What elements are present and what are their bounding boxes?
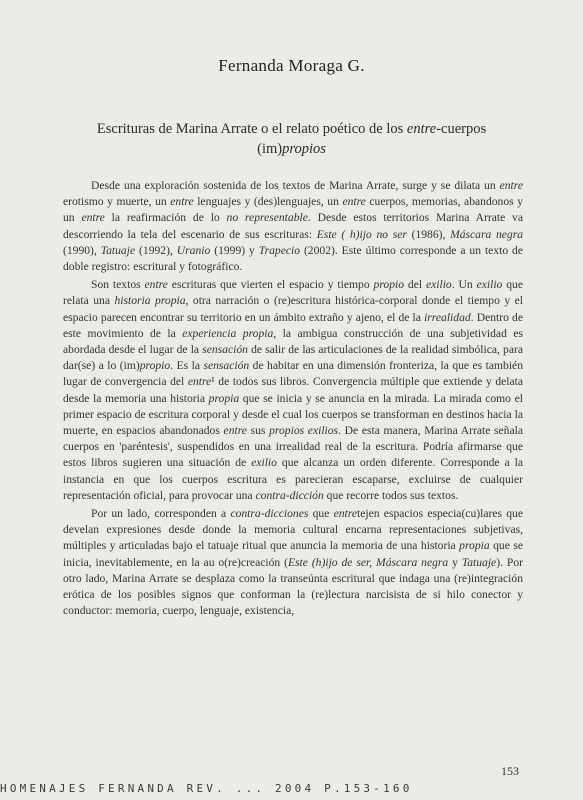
page-number: 153 [501, 764, 519, 778]
text-run: ¹ de todos sus libros. Convergencia múltiple que extiende y delata desde la memoria una historia [63, 375, 524, 405]
emphasized-text: Máscara negra [450, 227, 524, 241]
text-run: que se inicia, inevitablemente, en la au o(re)creación ( [63, 539, 523, 569]
text-run: y [448, 555, 462, 569]
text-run: que alcanza un orden diferente. Corresponde a la instancia en que los cuerpos escritura es parecieran escaparse, excluirse de cualquier representación oficial, para provocar una [63, 456, 524, 502]
emphasized-text: experiencia propia [182, 326, 274, 340]
text-run: escrituras que vierten el espacio y tiempo [167, 278, 374, 292]
text-run: cuerpos, memorias, abandonos y un [63, 195, 523, 225]
author-name: Fernanda Moraga G. [218, 56, 365, 75]
emphasized-text: propios exilios [269, 424, 339, 438]
emphasized-text: exilio [425, 278, 452, 292]
emphasized-text: exilio [251, 456, 277, 470]
emphasized-text: sensación [203, 359, 250, 373]
emphasized-text: historia propia [114, 294, 186, 308]
emphasized-text: Trapecio [258, 243, 301, 257]
text-run: lenguajes y (des)lenguajes, un [193, 195, 343, 209]
text-run: Desde una exploración sostenida de los textos de Marina Arrate, surge y se dilata un [91, 179, 500, 192]
text-run: que recorre todos sus textos. [323, 488, 459, 502]
emphasized-text: propia [208, 391, 240, 405]
emphasized-text: entre [342, 195, 366, 209]
emphasized-text: contra-dicciones [230, 507, 309, 521]
text-run: , otra narración o (re)escritura histórica-corporal donde el tiempo y el espacio parecen encontrar su territorio en un ámbito extraño y ajeno, el de la [63, 294, 524, 324]
text-run: la reafirmación de lo [104, 211, 227, 225]
text-run: de salir de las articulaciones de la realidad simbólica, para dar(se) a lo (im) [63, 343, 523, 373]
text-run: (1986), [406, 227, 451, 241]
text-run: que relata una [63, 278, 523, 308]
title-line2-emphasis: propios [282, 141, 326, 157]
emphasized-text: irrealidad [424, 310, 471, 324]
text-run: sus [246, 424, 270, 438]
title-line1-emphasis: entre [406, 121, 437, 137]
emphasized-text: propio [139, 359, 171, 373]
article-title [60, 119, 523, 159]
text-run: Por un lado, corresponden a [91, 507, 231, 521]
emphasized-text: no representable [226, 211, 308, 225]
emphasized-text: Tatuaje [100, 243, 136, 257]
emphasized-text: propio [373, 278, 405, 292]
emphasized-text: entre [144, 278, 168, 292]
title-line2-prefix: (im) [257, 141, 283, 157]
emphasized-text: entre [499, 179, 523, 192]
emphasized-text: exilio [476, 278, 503, 292]
emphasized-text: propia [459, 539, 490, 553]
text-run: erotismo y muerte, un [63, 195, 171, 209]
emphasized-text: entre [81, 211, 105, 225]
title-line1-suffix: -cuerpos [436, 121, 487, 137]
paragraph [63, 277, 523, 504]
text-run: tejen espacios especia(cu)lares que develan expresiones desde donde la memoria cultural encarna representaciones subjetivas, múltiples y articuladas bajo el tatuaje ritual que anuncia la memoria de una historia [63, 507, 523, 553]
emphasized-text: entre [187, 375, 212, 389]
emphasized-text: Tatuaje [461, 555, 497, 569]
handwritten-footer-note: HOMENAJES FERNANDA REV. ... 2004 P.153-160 [0, 782, 413, 795]
emphasized-text: entre [170, 195, 194, 209]
text-run: . Es la [170, 359, 204, 373]
paragraph [63, 506, 523, 619]
emphasized-text: contra-dicción [255, 488, 324, 502]
text-run: de habitar en una dimensión fronteriza, la que es también lugar de convergencia del [63, 359, 523, 389]
emphasized-text: Este (h)ijo de ser, Máscara negra [287, 555, 449, 569]
text-run: Son textos [91, 278, 145, 292]
emphasized-text: entre [223, 424, 247, 438]
body-text [63, 178, 523, 619]
text-run: que se inicia y se anuncia en la mirada. La mirada como el primer espacio de escritura corporal y desde el cual los cuerpos se transforman en destinos hacia la muerte, en espacios abandonados [63, 391, 523, 438]
text-run: . De esta manera, Marina Arrate señala cuerpos en 'paréntesis', suspendidos en una irrealidad real de la escritura. Podría afirmarse que estos libros sugieren una situación de [63, 424, 523, 470]
text-run: (1999) y [210, 243, 259, 257]
text-run: (1990), [63, 243, 101, 257]
text-run: (2002). Este último corresponde a un texto de doble registro: escritural y fotográfico. [63, 243, 523, 274]
text-run: que [308, 507, 334, 521]
paragraph [63, 178, 523, 275]
text-run: , la ambigua construcción de una subjetividad es abordada desde el lugar de la [63, 326, 524, 357]
title-line1-prefix: Escrituras de Marina Arrate o el relato poético de los [96, 121, 407, 137]
text-run: del [404, 278, 426, 292]
emphasized-text: Uranio [176, 243, 211, 257]
text-run: . Desde estos territorios Marina Arrate va descorriendo la tela del escenario de sus escrituras: [63, 211, 523, 241]
text-run: ). Por otro lado, Marina Arrate se desplaza como la transeúnta escritural que indaga una (re)integración erótica de los posibles signos que conforman la (re)lectura narcisista de si hilo conector y conductor: memoria, cuerpo, lenguaje, existencia, [63, 555, 523, 618]
text-run: . Un [451, 278, 477, 292]
emphasized-text: entre [333, 507, 358, 521]
text-run: . Dentro de este movimiento de la [63, 310, 523, 340]
emphasized-text: sensación [202, 343, 248, 357]
emphasized-text: Este ( h)ijo no ser [316, 227, 407, 241]
text-run: (1992), [135, 243, 177, 257]
